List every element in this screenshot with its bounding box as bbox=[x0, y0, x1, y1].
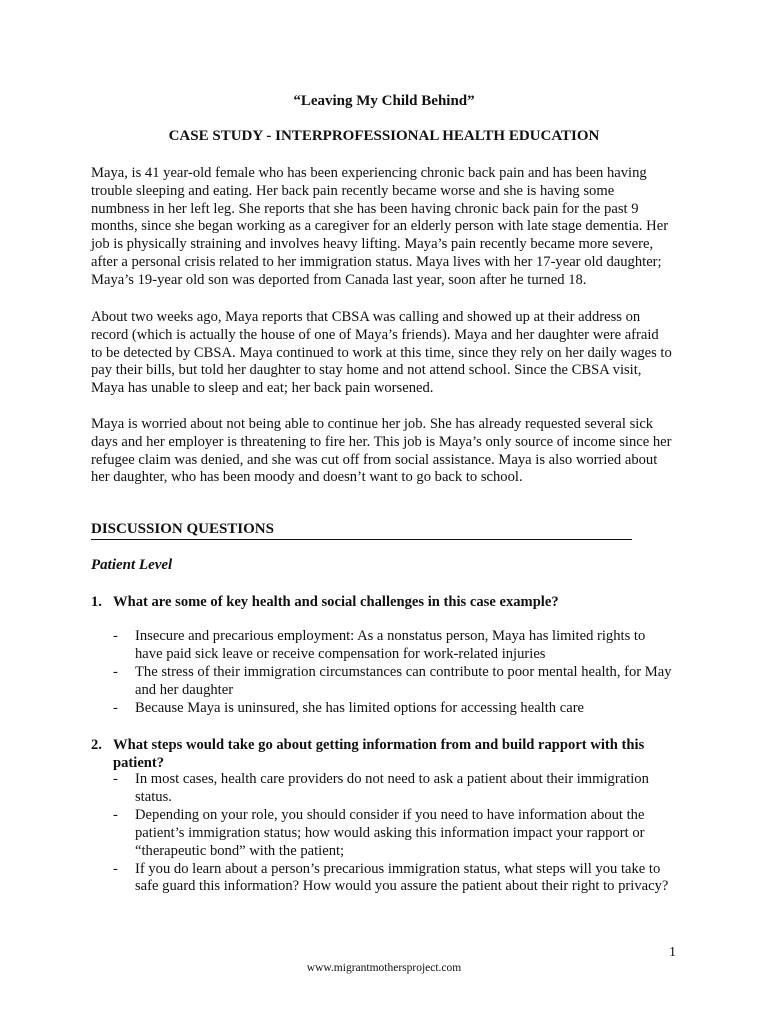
bullet-text: Insecure and precarious employment: As a nonstatus person, Maya has limited rights to have paid sick leave or receive compensation for work-related injuries bbox=[135, 628, 646, 662]
document-subtitle: CASE STUDY - INTERPROFESSIONAL HEALTH EDUCATION bbox=[168, 128, 600, 144]
bullet-dash: - bbox=[113, 699, 118, 716]
list-item bbox=[113, 628, 673, 664]
list-item bbox=[113, 807, 673, 861]
bullet-dash: - bbox=[113, 860, 118, 877]
case-paragraph-2: About two weeks ago, Maya reports that CBSA was calling and showed up at their address on record (which is actually the house of one of Maya’s friends). Maya and her daughter were afraid to be detected by CBSA. Maya continued to work at this time, since they rely on her daily wages to pay their bills, but told her daughter to stay home and not attend school. Since the CBSA visit, Maya has unable to sleep and eat; her back pain worsened. bbox=[91, 309, 672, 397]
question-1-answers bbox=[113, 628, 673, 718]
bullet-dash: - bbox=[113, 663, 118, 680]
bullet-dash: - bbox=[113, 628, 118, 644]
patient-level-heading: Patient Level bbox=[91, 557, 173, 573]
case-paragraph-1: Maya, is 41 year-old female who has been experiencing chronic back pain and has been having trouble sleeping and eating. Her back pain recently became worse and she is having some numbness in her left leg. She reports that she has been having chronic back pain for the past 9 months, since she began working as a caregiver for an elderly person with late stage dementia. Her job is physically straining and involves heavy lifting. Maya’s pain recently became more severe, after a personal crisis related to her immigration status. Maya lives with her 17-year old daughter; Maya’s 19-year old son was deported from Canada last year, soon after he turned 18. bbox=[91, 165, 669, 288]
page-number: 1 bbox=[669, 945, 676, 960]
bullet-text: If you do learn about a person’s precarious immigration status, what steps will you take to safe guard this information? How would you assure the patient about their right to privacy? bbox=[135, 860, 669, 895]
question-number: 1. bbox=[91, 594, 102, 610]
bullet-dash: - bbox=[113, 771, 118, 787]
list-item bbox=[113, 861, 673, 897]
question-text: What are some of key health and social challenges in this case example? bbox=[113, 594, 559, 610]
list-item bbox=[113, 664, 673, 700]
question-1 bbox=[91, 593, 671, 611]
discussion-questions-heading: DISCUSSION QUESTIONS bbox=[91, 521, 632, 540]
bullet-text: The stress of their immigration circumstances can contribute to poor mental health, for May and her daughter bbox=[135, 663, 672, 698]
case-paragraph-3: Maya is worried about not being able to continue her job. She has already requested several sick days and her employer is threatening to fire her. This job is Maya’s only source of income since her refugee claim was denied, and she was cut off from social assistance. Maya is also worried about her daughter, who has been moody and doesn’t want to go back to school. bbox=[91, 416, 672, 486]
document-title: “Leaving My Child Behind” bbox=[293, 93, 475, 109]
list-item bbox=[113, 700, 673, 718]
bullet-text: Because Maya is uninsured, she has limited options for accessing health care bbox=[135, 699, 585, 716]
question-number: 2. bbox=[91, 737, 102, 753]
question-2-answers bbox=[113, 771, 673, 896]
bullet-dash: - bbox=[113, 806, 118, 823]
question-2 bbox=[91, 736, 671, 772]
list-item bbox=[113, 771, 673, 807]
bullet-text: Depending on your role, you should consider if you need to have information about the patient’s immigration status; how would asking this information impact your rapport or “therapeutic bond” with the patient; bbox=[135, 806, 645, 859]
question-text: What steps would take go about getting information from and build rapport with this patient? bbox=[113, 737, 645, 771]
footer-url: www.migrantmothersproject.com bbox=[306, 962, 462, 974]
bullet-text: In most cases, health care providers do not need to ask a patient about their immigration status. bbox=[135, 771, 649, 805]
